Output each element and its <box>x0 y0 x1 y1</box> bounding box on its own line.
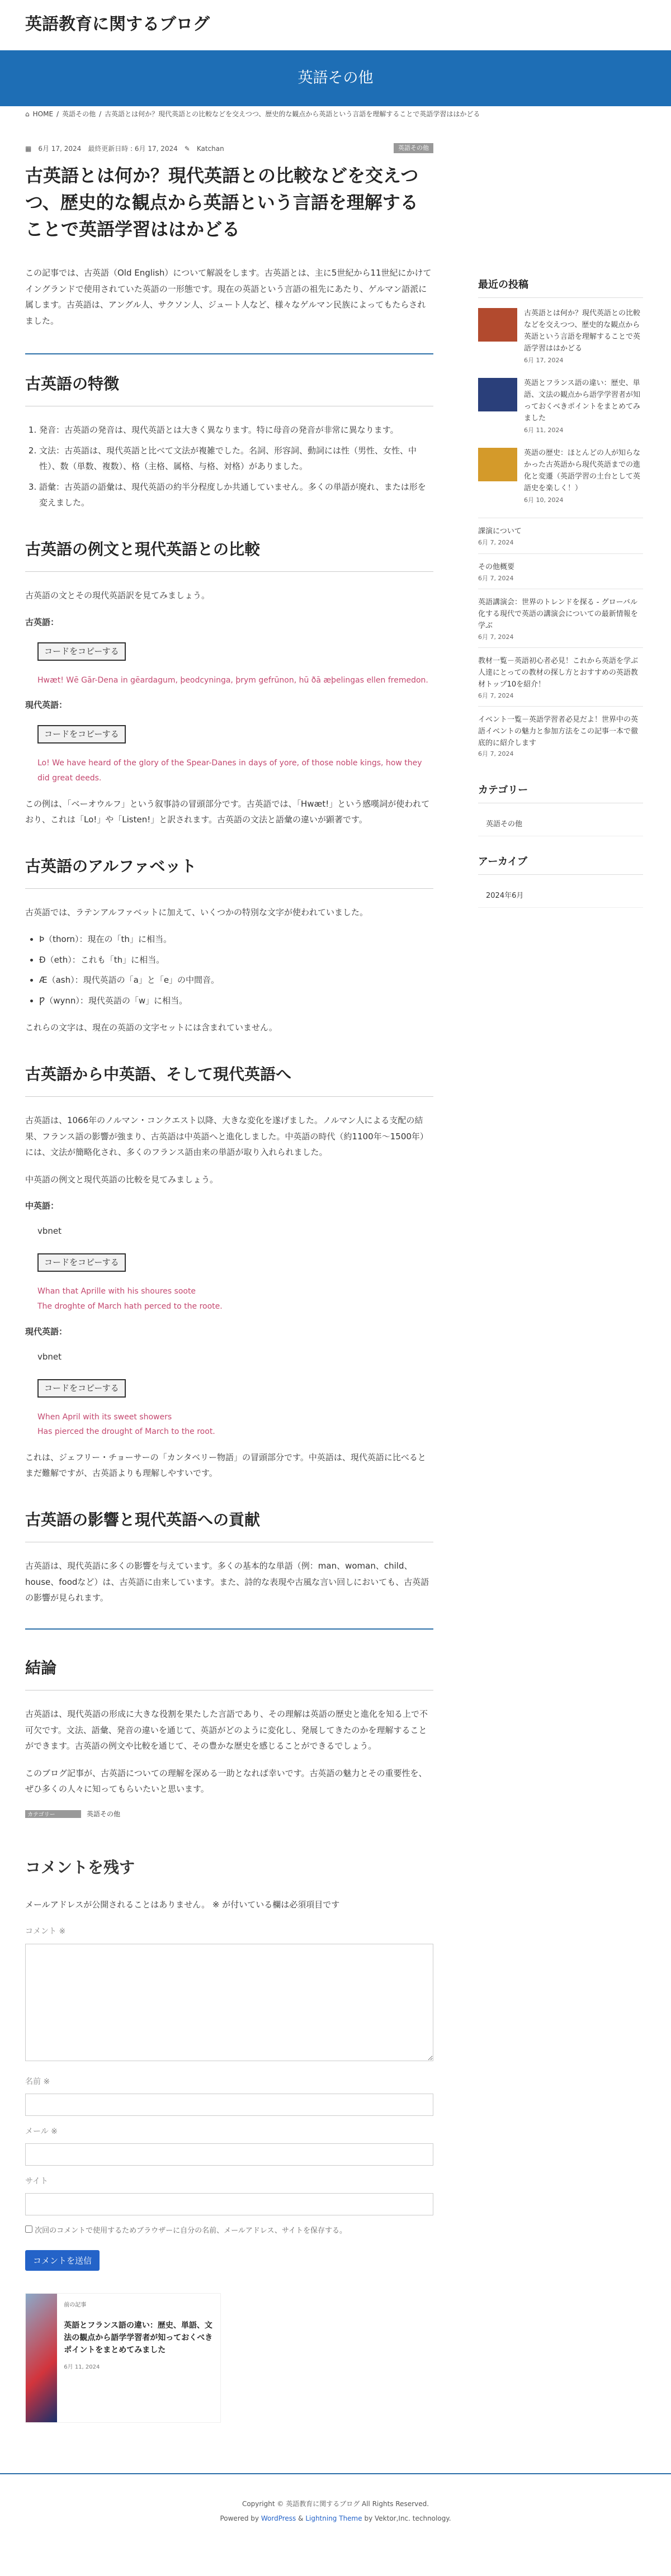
post-body <box>25 265 433 1820</box>
breadcrumb-category[interactable]: 英語その他 <box>62 110 96 118</box>
recent-post-date: 6月 7, 2024 <box>478 750 514 758</box>
post-category-row <box>25 1808 433 1821</box>
paragraph: 古英語は、現代英語の形成に大きな役割を果たした言語であり、その理解は英語の歴史と進化を知る上で不可欠です。文法、語彙、発音の違いを通じて、英語がどのように変化し、発展してきたのかを理解することができます。古英語の例文や比較を通じて、その豊かな歴史を感じることができるでしょう。 <box>25 1709 428 1751</box>
calendar-icon: ▦ <box>25 145 32 153</box>
list-item: 2. 文法：古英語は、現代英語と比べて文法が複雑でした。名詞、形容詞、動詞には性（男性、女性、中性）、数（単数、複数）、格（主格、属格、与格、対格）がありました。 <box>39 443 433 475</box>
paragraph: この例は、「ベーオウルフ」という叙事詩の冒頭部分です。古英語では、「Hwæt!」という感嘆詞が使われており、これは「Lo!」や「Listen!」と訳されます。古英語の文法と語彙の違いが顕著です。 <box>25 798 430 825</box>
comment-textarea[interactable] <box>25 1944 433 2061</box>
page-banner <box>0 50 671 106</box>
recent-post[interactable] <box>478 378 643 435</box>
breadcrumb-separator: / <box>99 110 102 118</box>
breadcrumb-current: 古英語とは何か？現代英語との比較などを交えつつ、歴史的な観点から英語という言語を理解することで英語学習ははかどる <box>105 110 480 118</box>
recent-post-date: 6月 11, 2024 <box>524 426 564 434</box>
recent-post-title[interactable]: その他概要 <box>478 562 515 571</box>
category-link[interactable]: 英語その他 <box>87 1810 121 1818</box>
recent-post-date: 6月 10, 2024 <box>524 496 564 504</box>
footer-suffix: by Vektor,Inc. technology. <box>364 2515 451 2523</box>
comments-heading: コメントを残す <box>25 1858 135 1877</box>
section-heading: 結論 <box>25 1654 433 1690</box>
section-heading: 古英語の例文と現代英語との比較 <box>25 536 433 572</box>
recent-post-title[interactable]: 英語の歴史：ほとんどの人が知らなかった古英語から現代英語までの進化と変遷（英語学習の土台として英語史を楽しく！） <box>524 449 641 493</box>
paragraph: 古英語の文とその現代英語訳を見てみましょう。 <box>25 590 210 601</box>
site-footer <box>0 2474 671 2541</box>
post-thumbnail <box>478 308 517 342</box>
pen-icon: ✎ <box>184 145 190 153</box>
home-icon: ⌂ <box>25 110 30 118</box>
previous-post-thumbnail <box>26 2294 57 2422</box>
code-text: Hwæt! Wē Gār-Dena in gēardagum, þeodcyninga, þrym gefrūnon, hū ðā æþelingas ellen fremedon. <box>37 675 428 685</box>
recent-post[interactable] <box>478 518 643 553</box>
post-thumbnail <box>478 378 517 411</box>
footer-copyright: Copyright © 英語教育に関するブログ All Rights Reserved. <box>242 2499 429 2508</box>
recent-post-title[interactable]: イベント一覧－英語学習者必見だよ！世界中の英語イベントの魅力と参加方法をこの記事一本で徹底的に紹介します <box>478 716 639 747</box>
post-author[interactable]: Katchan <box>196 145 224 153</box>
label-middle-english: 中英語： <box>25 1201 59 1211</box>
code-text: Whan that Aprille with his shoures soote <box>37 1287 196 1296</box>
paragraph: 古英語は、1066年のノルマン・コンクエスト以降、大きな変化を遂げました。ノルマン人による支配の結果、フランス語の影響が強まり、古英語は中英語へと進化しました。中英語の時代（約1100年〜1500年）には、文法が簡略化され、多くのフランス語由来の単語が取り入れられました。 <box>25 1115 428 1158</box>
recent-post-date: 6月 7, 2024 <box>478 633 514 641</box>
code-language: vbnet <box>37 1226 62 1237</box>
previous-post-date: 6月 11, 2024 <box>64 2364 100 2370</box>
recent-post-date: 6月 7, 2024 <box>478 692 514 699</box>
label-modern-english: 現代英語： <box>25 1326 68 1337</box>
list-item: • Æ（ash）：現代英語の「a」と「e」の中間音。 <box>39 972 433 988</box>
recent-post-date: 6月 7, 2024 <box>478 539 514 547</box>
form-note: メールアドレスが公開されることはありません。 ※ が付いている欄は必須項目です <box>25 1900 340 1910</box>
sidebar <box>478 143 643 2423</box>
breadcrumb-separator: / <box>56 110 59 118</box>
code-block <box>25 723 433 785</box>
label-modern-english: 現代英語： <box>25 700 68 711</box>
letters-list <box>39 931 433 1008</box>
archive-heading: アーカイブ <box>478 853 643 875</box>
recent-posts-heading: 最近の投稿 <box>478 276 643 298</box>
site-title[interactable]: 英語教育に関するブログ <box>25 15 210 34</box>
post-date: 6月 17, 2024 <box>38 145 82 153</box>
divider <box>25 1628 433 1630</box>
paragraph: これは、ジェフリー・チョーサーの「カンタベリー物語」の冒頭部分です。中英語は、現代英語に比べるとまだ難解ですが、古英語よりも理解しやすいです。 <box>25 1452 426 1479</box>
save-info-checkbox[interactable] <box>25 2225 32 2233</box>
website-label: サイト <box>25 2177 49 2186</box>
website-field[interactable] <box>25 2193 433 2215</box>
code-block <box>25 1224 433 1314</box>
recent-post[interactable] <box>478 589 643 647</box>
email-field[interactable] <box>25 2143 433 2166</box>
code-text: Lo! We have heard of the glory of the Spear-Danes in days of yore, of those noble kings, how they did great deeds. <box>37 759 422 783</box>
recent-post-title[interactable]: 古英語とは何か？現代英語との比較などを交えつつ、歴史的な観点から英語という言語を理解することで英語学習ははかどる <box>524 309 641 353</box>
recent-post-title[interactable]: 英語とフランス語の違い：歴史、単語、文法の観点から語学学習者が知っておくべきポイントをまとめてみました <box>524 379 641 423</box>
label-old-english: 古英語： <box>25 617 59 627</box>
site-header <box>0 0 671 50</box>
submit-comment-button[interactable]: コメントを送信 <box>25 2250 100 2271</box>
category-badge[interactable]: 英語その他 <box>394 143 433 153</box>
recent-post-title[interactable]: 教材一覧－英語初心者必見！これから英語を学ぶ人達にとっての教材の探し方とおすすめの英語教材トップ10を紹介！ <box>478 657 639 689</box>
paragraph: 古英語は、現代英語に多くの影響を与えています。多くの基本的な単語（例：man、woman、child、house、foodなど）は、古英語に由来しています。また、詩的な表現や古風な言い回しにおいても、古英語の影響が見られます。 <box>25 1561 429 1603</box>
copy-code-button[interactable]: コードをコピーする <box>37 1253 126 1272</box>
email-label: メール ※ <box>25 2127 58 2136</box>
post-meta <box>25 143 433 154</box>
category-item[interactable]: 英語その他 <box>478 813 643 836</box>
main-content <box>25 143 433 2423</box>
wordpress-link[interactable]: WordPress <box>261 2515 296 2523</box>
breadcrumb-home[interactable]: HOME <box>32 110 54 118</box>
category-label: カテゴリー <box>25 1810 81 1818</box>
code-text: When April with its sweet showers <box>37 1412 172 1422</box>
recent-post-title[interactable]: 課演について <box>478 527 522 536</box>
save-info-label: 次回のコメントで使用するためブラウザーに自分の名前、メールアドレス、サイトを保存する。 <box>35 2227 347 2236</box>
list-item: • Ƿ（wynn）：現代英語の「w」に相当。 <box>39 993 433 1009</box>
list-item: 1. 発音：古英語の発音は、現代英語とは大きく異なります。特に母音の発音が非常に異なります。 <box>39 422 433 438</box>
breadcrumb <box>0 106 671 123</box>
section-heading: 古英語の特徴 <box>25 353 433 406</box>
code-language: vbnet <box>37 1351 62 1362</box>
paragraph: このブログ記事が、古英語についての理解を深める一助となれば幸いです。古英語の魅力とその重要性を、ぜひ多くの人々に知ってもらいたいと思います。 <box>25 1768 427 1794</box>
copy-code-button[interactable]: コードをコピーする <box>37 725 126 744</box>
recent-post-date: 6月 17, 2024 <box>524 356 564 364</box>
paragraph: 古英語では、ラテンアルファベットに加えて、いくつかの特別な文字が使われていました。 <box>25 907 368 917</box>
recent-post[interactable] <box>478 647 643 706</box>
section-heading: 古英語から中英語、そして現代英語へ <box>25 1060 433 1097</box>
code-block <box>25 1349 433 1439</box>
previous-post-kicker: 前の記事 <box>64 2302 87 2308</box>
list-item: 3. 語彙：古英語の語彙は、現代英語の約半分程度しか共通していません。多くの単語が廃れ、または形を変えました。 <box>39 479 433 511</box>
footer-amp: & <box>298 2515 304 2523</box>
section-heading: 古英語のアルファベット <box>25 853 433 889</box>
post-title: 古英語とは何か？現代英語との比較などを交えつつ、歴史的な観点から英語という言語を理解することで英語学習ははかどる <box>25 165 419 240</box>
previous-post-card[interactable] <box>25 2293 221 2423</box>
archive-item[interactable]: 2024年6月 <box>478 885 643 907</box>
list-item: • Þ（thorn）：現在の「th」に相当。 <box>39 931 433 948</box>
banner-title: 英語その他 <box>297 69 374 87</box>
theme-link[interactable]: Lightning Theme <box>305 2515 362 2523</box>
post-thumbnail <box>478 448 517 481</box>
copy-code-button[interactable]: コードをコピーする <box>37 1379 126 1398</box>
categories-heading: カテゴリー <box>478 782 643 803</box>
code-block <box>25 640 433 688</box>
paragraph: これらの文字は、現在の英語の文字セットには含まれていません。 <box>25 1022 277 1033</box>
features-list <box>39 422 433 511</box>
paragraph: 中英語の例文と現代英語の比較を見てみましょう。 <box>25 1174 219 1185</box>
intro-paragraph: この記事では、古英語（Old English）について解説をします。古英語とは、主に5世紀から11世紀にかけてイングランドで使用されていた英語の一形態です。現在の英語という言語の祖先にあたり、ゲルマン語派に属します。古英語は、アングル人、サクソン人、ジュート人など、様々なゲルマン民族によってもたらされました。 <box>25 268 432 326</box>
list-item: • Ð（eth）：これも「th」に相当。 <box>39 952 433 968</box>
recent-post[interactable] <box>478 308 643 366</box>
section-heading: 古英語の影響と現代英語への貢献 <box>25 1506 433 1542</box>
comment-form <box>25 1854 433 2271</box>
save-info-row <box>25 2224 433 2237</box>
recent-post[interactable] <box>478 448 643 505</box>
code-text: Has pierced the drought of March to the root. <box>37 1427 215 1437</box>
post-updated: 最終更新日時 : 6月 17, 2024 <box>88 145 178 153</box>
code-text: The droghte of March hath perced to the roote. <box>37 1301 223 1311</box>
recent-post-title[interactable]: 英語講演会：世界のトレンドを探る - グローバル化する現代で英語の講演会についての最新情報を学ぶ <box>478 598 638 630</box>
comment-label: コメント ※ <box>25 1927 66 1936</box>
recent-post-date: 6月 7, 2024 <box>478 574 514 582</box>
previous-post-title[interactable]: 英語とフランス語の違い：歴史、単語、文法の観点から語学学習者が知っておくべきポイントをまとめてみました <box>64 2321 213 2355</box>
footer-powered <box>0 2511 671 2526</box>
recent-post[interactable] <box>478 553 643 589</box>
copy-code-button[interactable]: コードをコピーする <box>37 642 126 661</box>
recent-post[interactable] <box>478 706 643 765</box>
name-label: 名前 ※ <box>25 2077 50 2086</box>
footer-powered-prefix: Powered by <box>220 2515 259 2523</box>
name-field[interactable] <box>25 2094 433 2116</box>
